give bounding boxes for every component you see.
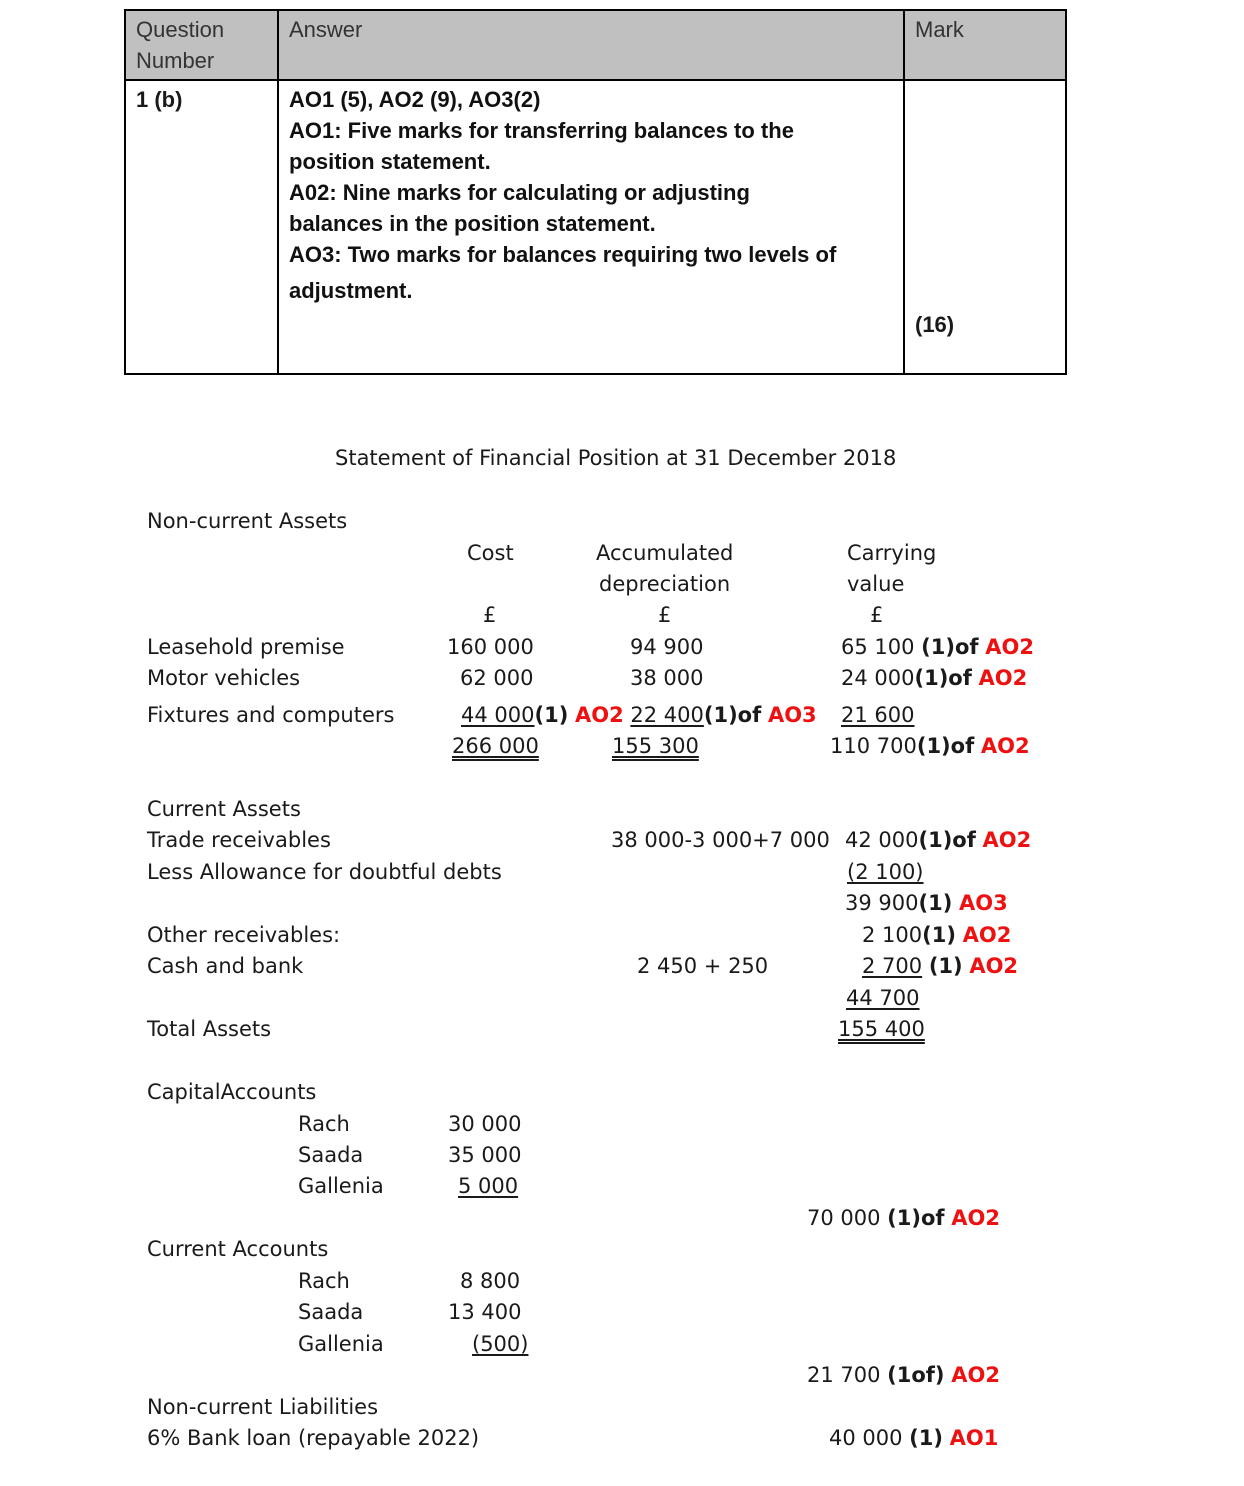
capital-value: 35 000 (448, 1143, 522, 1167)
non-current-assets-heading: Non-current Assets (147, 509, 348, 533)
answer-cell (278, 80, 904, 374)
row-label: Leasehold premise (147, 635, 345, 659)
non-current-liabilities-heading: Non-current Liabilities (147, 1395, 379, 1419)
cost-total: 266 000 (452, 734, 539, 758)
table-header-row (125, 10, 1066, 80)
current-accounts-heading: Current Accounts (147, 1237, 329, 1261)
partner-name: Saada (298, 1143, 364, 1167)
cash-value: 2 700 (1) AO2 (862, 954, 1019, 978)
trade-receivables-value: 42 000(1)of AO2 (845, 828, 1032, 852)
row-label: Fixtures and computers (147, 703, 395, 727)
net-receivables-value: 39 900(1) AO3 (845, 891, 1008, 915)
table-row (125, 80, 1066, 374)
answer-line: position statement. (289, 149, 491, 174)
bank-loan-value: 40 000 (1) AO1 (829, 1426, 999, 1450)
current-value: 8 800 (460, 1269, 521, 1293)
header-question-number: Question Number (125, 10, 278, 80)
carrying-total: 110 700(1)of AO2 (830, 734, 1030, 758)
col-header-cost: Cost (467, 541, 514, 565)
mark-scheme-table (124, 9, 1067, 375)
capital-value: 5 000 (458, 1174, 519, 1198)
answer-line: AO1 (5), AO2 (9), AO3(2) (289, 87, 541, 112)
mark-cell (904, 80, 1066, 374)
carrying-value: 21 600 (841, 703, 915, 727)
partner-name: Gallenia (298, 1174, 384, 1198)
question-number: 1 (b) (125, 80, 278, 374)
total-mark: (16) (915, 312, 955, 337)
total-assets-label: Total Assets (147, 1017, 272, 1041)
capital-total: 70 000 (1)of AO2 (807, 1206, 1000, 1230)
other-receivables-label: Other receivables: (147, 923, 341, 947)
current-value: (500) (472, 1332, 529, 1356)
col-header-carrying: Carrying (847, 541, 937, 565)
trade-receivables-working: 38 000-3 000+7 000 (611, 828, 830, 852)
carrying-value: 24 000(1)of AO2 (841, 666, 1028, 690)
cost-value: 62 000 (460, 666, 534, 690)
answer-line: adjustment. (289, 278, 413, 303)
capital-value: 30 000 (448, 1112, 522, 1136)
answer-line: AO1: Five marks for transferring balances to the (289, 118, 794, 143)
partner-name: Saada (298, 1300, 364, 1324)
answer-line: AO3: Two marks for balances requiring two levels of (289, 242, 837, 267)
other-receivables-value: 2 100(1) AO2 (862, 923, 1012, 947)
currency-acc-dep: £ (658, 603, 672, 627)
cash-label: Cash and bank (147, 954, 304, 978)
partner-name: Rach (298, 1112, 350, 1136)
bank-loan-label: 6% Bank loan (repayable 2022) (147, 1426, 480, 1450)
col-header-carrying-2: value (847, 572, 905, 596)
acc-dep-value: 38 000 (630, 666, 704, 690)
cost-value: 44 000(1) AO2 22 400(1)of AO3 (461, 703, 817, 727)
allowance-value: (2 100) (847, 860, 924, 884)
current-assets-total: 44 700 (846, 986, 920, 1010)
col-header-acc-dep: Accumulated (596, 541, 734, 565)
total-assets-value: 155 400 (838, 1017, 925, 1041)
current-accounts-total: 21 700 (1of) AO2 (807, 1363, 1000, 1387)
answer-line: balances in the position statement. (289, 211, 656, 236)
cost-value: 160 000 (447, 635, 534, 659)
current-value: 13 400 (448, 1300, 522, 1324)
acc-dep-total: 155 300 (612, 734, 699, 758)
header-answer: Answer (278, 10, 904, 80)
partner-name: Gallenia (298, 1332, 384, 1356)
answer-line: A02: Nine marks for calculating or adjusting (289, 180, 750, 205)
acc-dep-value: 94 900 (630, 635, 704, 659)
trade-receivables-label: Trade receivables (147, 828, 331, 852)
row-label: Motor vehicles (147, 666, 301, 690)
header-mark: Mark (904, 10, 1066, 80)
cash-working: 2 450 + 250 (637, 954, 769, 978)
partner-name: Rach (298, 1269, 350, 1293)
col-header-acc-dep-2: depreciation (599, 572, 731, 596)
currency-cost: £ (483, 603, 497, 627)
carrying-value: 65 100 (1)of AO2 (841, 635, 1034, 659)
currency-carrying: £ (870, 603, 884, 627)
statement-title: Statement of Financial Position at 31 December 2018 (335, 446, 897, 470)
current-assets-heading: Current Assets (147, 797, 301, 821)
allowance-label: Less Allowance for doubtful debts (147, 860, 502, 884)
capital-accounts-heading: CapitalAccounts (147, 1080, 317, 1104)
